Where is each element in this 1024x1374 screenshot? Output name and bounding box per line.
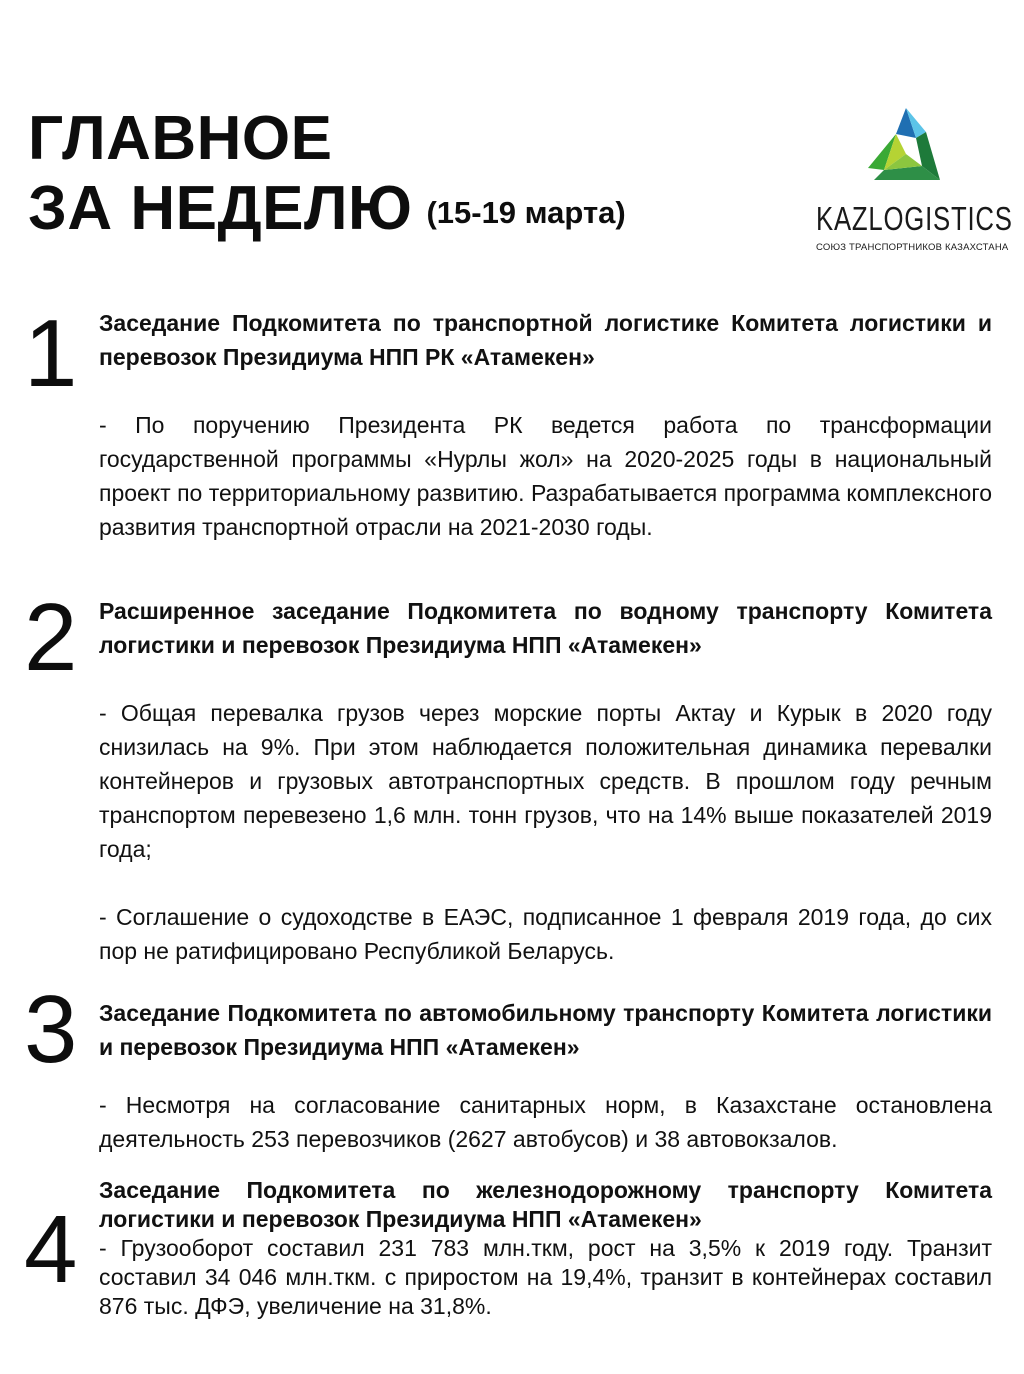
kazlogistics-logo [800, 108, 1013, 258]
item-number: 2 [24, 584, 78, 691]
item-content [99, 1176, 992, 1321]
item-paragraph: - Общая перевалка грузов через морские порты Актау и Курык в 2020 году снизилась на 9%. При этом наблюдается положительная динамика перевалки контейнеров и грузовых автотранспортных средств. В прошлом году речным транспортом перевезено 1,6 млн. тонн грузов, что на 14% выше показателей 2019 года; [99, 700, 992, 862]
title-line-1: ГЛАВНОЕ [28, 104, 333, 173]
item-content [99, 996, 992, 1156]
title-line-2-text: ЗА НЕДЕЛЮ [28, 174, 413, 243]
item-number: 1 [24, 300, 78, 407]
logo-tagline: СОЮЗ ТРАНСПОРТНИКОВ КАЗАХСТАНА [816, 242, 1009, 253]
item-paragraph: - Соглашение о судоходстве в ЕАЭС, подписанное 1 февраля 2019 года, до сих пор не ратифицировано Республикой Беларусь. [99, 904, 992, 964]
item-number: 4 [24, 1196, 78, 1303]
item-content [99, 594, 992, 968]
item-heading: Заседание Подкомитета по железнодорожному транспорту Комитета логистики и перевозок Президиума НПП «Атамекен» [99, 1177, 992, 1232]
item-content [99, 306, 992, 544]
page-title [28, 104, 626, 248]
item-paragraph: - Несмотря на согласование санитарных норм, в Казахстане остановлена деятельность 253 перевозчиков (2627 автобусов) и 38 автовокзалов. [99, 1092, 992, 1152]
item-paragraph: - По поручению Президента РК ведется работа по трансформации государственной программы «Нурлы жол» на 2020-2025 годы в национальный проект по территориальному развитию. Разрабатывается программа комплексного развития транспортной отрасли на 2021-2030 годы. [99, 412, 992, 540]
title-line-2 [28, 174, 626, 248]
item-heading: Заседание Подкомитета по транспортной логистике Комитета логистики и перевозок Президиума НПП РК «Атамекен» [99, 310, 992, 370]
item-heading: Расширенное заседание Подкомитета по водному транспорту Комитета логистики и перевозок Президиума НПП «Атамекен» [99, 598, 992, 658]
title-dates: (15-19 марта) [426, 195, 626, 230]
kazlogistics-logo-icon [866, 108, 942, 184]
item-heading: Заседание Подкомитета по автомобильному транспорту Комитета логистики и перевозок Президиума НПП «Атамекен» [99, 1000, 992, 1060]
item-number: 3 [24, 976, 78, 1083]
logo-wordmark: KAZLOGISTICS [816, 200, 1013, 237]
item-paragraph: - Грузооборот составил 231 783 млн.ткм, рост на 3,5% к 2019 году. Транзит составил 34 046 млн.ткм. с приростом на 19,4%, транзит в контейнерах составил 876 тыс. ДФЭ, увеличение на 31,8%. [99, 1235, 992, 1319]
